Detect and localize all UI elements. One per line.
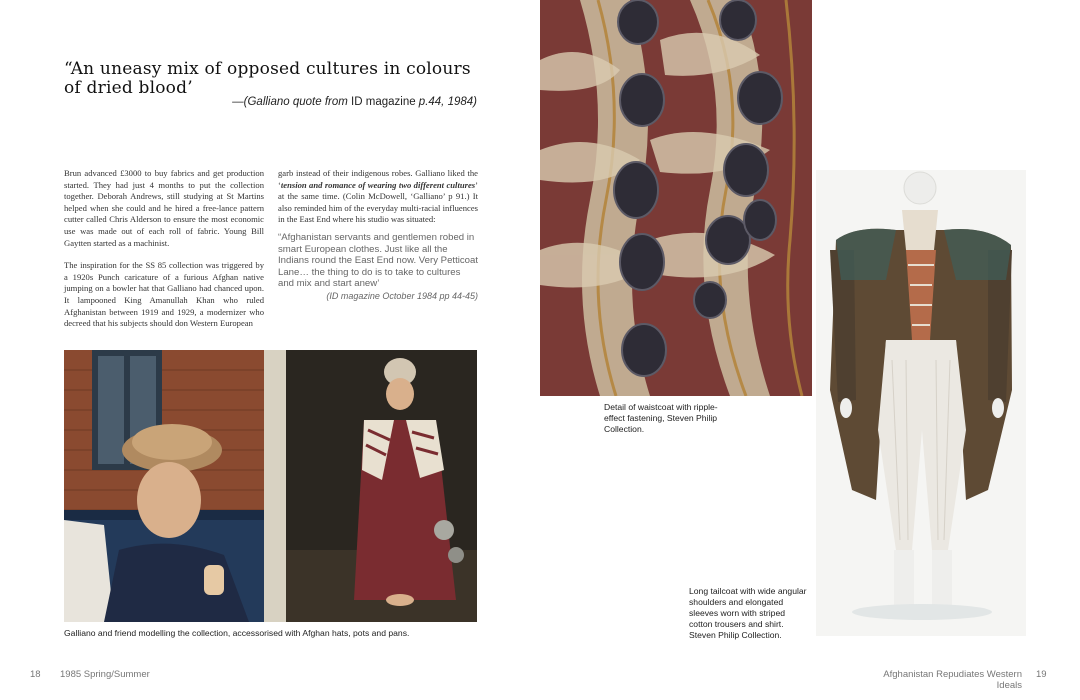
right-running-title: Afghanistan Repudiates Western Ideals — [883, 669, 1022, 691]
photo-waistcoat-detail — [540, 0, 812, 396]
emphasized-phrase: tension and romance of wearing two different cultures — [280, 179, 476, 190]
left-page-number: 18 — [30, 669, 41, 680]
attribution-magazine: ID magazine — [351, 96, 416, 108]
body-column-left — [64, 168, 264, 341]
body-paragraph: Brun advanced £3000 to buy fabrics and get production started. They had just 4 months to put the collection together. Deborah Andrews, still studying at St Martins helped when she could and he hired a free-lance pattern cutter called Chris Alderson to ensure the most economic use was made out of each roll of fabric. Young Bill Gaytten started as a machinist. — [64, 168, 264, 248]
photo-tailcoat-mannequin — [816, 170, 1026, 636]
block-quote-source: (ID magazine October 1984 pp 44-45) — [326, 290, 478, 301]
right-page-number: 19 — [1036, 669, 1047, 680]
caption-street-photo: Galliano and friend modelling the collection, accessorised with Afghan hats, pots and pans. — [64, 628, 410, 638]
quote-attribution — [180, 96, 477, 108]
block-quote: “Afghanistan servants and gentlemen robed in smart European clothes. Just like all the Indians round the East End now. Very Petticoat Lane… the thing to do is to take to cultures and mix and start anew’ — [278, 231, 478, 290]
pull-quote-heading: “An uneasy mix of opposed cultures in colours of dried blood’ — [64, 59, 471, 98]
photo-street-scene — [64, 350, 477, 622]
attribution-prefix: — — [232, 96, 244, 108]
body-text: garb instead of their indigenous robes. Galliano liked the ‘ — [278, 168, 478, 190]
street-scene-illustration — [64, 350, 477, 622]
body-paragraph — [278, 168, 478, 226]
tailcoat-mannequin-illustration — [816, 170, 1026, 636]
attribution-end: p.44, 1984) — [415, 96, 477, 108]
waistcoat-detail-illustration — [540, 0, 812, 396]
left-running-title: 1985 Spring/Summer — [60, 669, 150, 680]
body-column-right — [278, 168, 478, 303]
caption-waistcoat-photo: Detail of waistcoat with ripple-effect fastening, Steven Philip Collection. — [604, 402, 718, 434]
attribution-italic: (Galliano quote from — [243, 96, 352, 108]
body-text: ’ at the same time. (Colin McDowell, ‘Galliano’ p 91.) It also reminded him of the everyday multi-racial influences in the East End where his studio was situated: — [278, 179, 478, 225]
caption-tailcoat-photo: Long tailcoat with wide angular shoulders and elongated sleeves worn with striped cotton trousers and shirt. Steven Philip Collection. — [689, 586, 807, 640]
body-paragraph: The inspiration for the SS 85 collection was triggered by a 1920s Punch caricature of a furious Afghan native jumping on a bowler hat that Galliano had chanced upon. It lampooned King Amanullah Khan who ruled Afghanistan between 1919 and 1929, a modernizer who decreed that his subjects should don Western European — [64, 260, 264, 329]
